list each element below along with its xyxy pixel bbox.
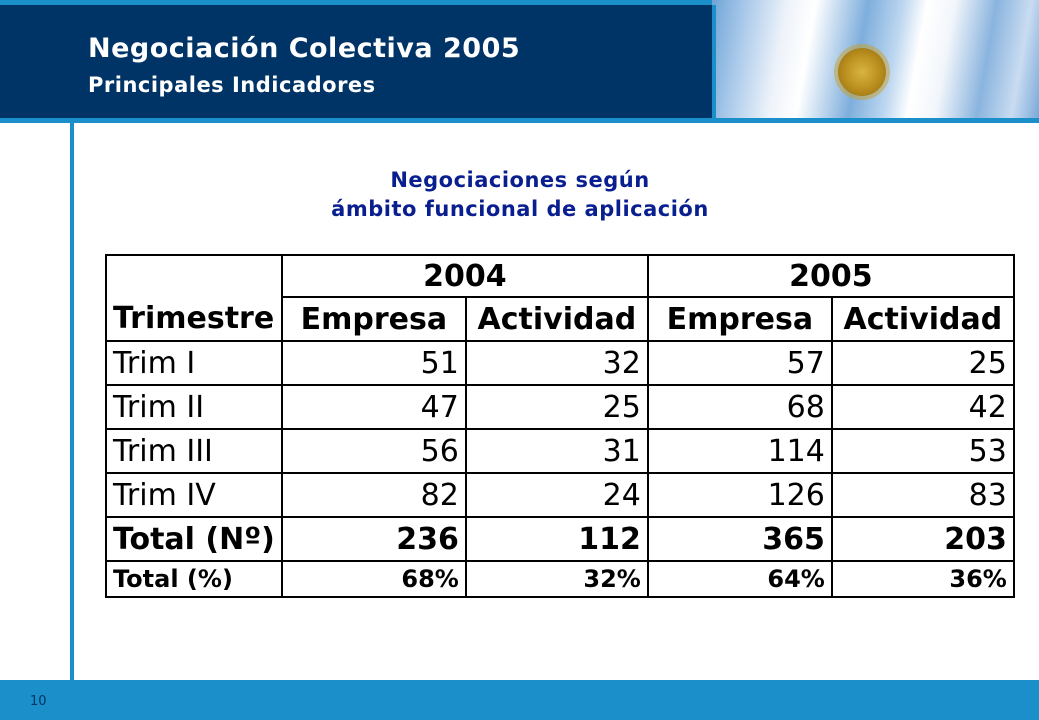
table-cell: 68%: [282, 561, 466, 597]
row-label: Trim II: [106, 385, 282, 429]
negotiations-table: [105, 254, 1015, 598]
header-bar: [0, 5, 712, 118]
table-cell: 114: [648, 429, 832, 473]
table-row: [106, 473, 1014, 517]
table-row: [106, 385, 1014, 429]
row-label: Total (%): [106, 561, 282, 597]
table-cell: 68: [648, 385, 832, 429]
table-cell: 203: [832, 517, 1014, 561]
actividad-2004-header: Actividad: [466, 297, 648, 341]
row-label: Trim III: [106, 429, 282, 473]
header-subtitle: Principales Indicadores: [88, 73, 376, 97]
table-cell: 236: [282, 517, 466, 561]
table-row: [106, 429, 1014, 473]
trimestre-header: Trimestre: [106, 297, 282, 341]
table-cell: 25: [832, 341, 1014, 385]
table-header-row: [106, 297, 1014, 341]
slide-heading: [240, 166, 800, 224]
slide-heading-line1: Negociaciones según: [390, 168, 650, 192]
slide-heading-line2: ámbito funcional de aplicación: [331, 197, 709, 221]
header-title: Negociación Colectiva 2005: [88, 33, 521, 64]
row-label: Total (Nº): [106, 517, 282, 561]
footer-bar: [0, 680, 1039, 720]
table-row: [106, 341, 1014, 385]
total-percent-row: [106, 561, 1014, 597]
table-cell: 31: [466, 429, 648, 473]
table-cell: 32: [466, 341, 648, 385]
row-label: Trim IV: [106, 473, 282, 517]
sun-of-may-icon: [838, 48, 886, 96]
page-number: 10: [30, 694, 47, 709]
table-cell: 53: [832, 429, 1014, 473]
total-count-row: [106, 517, 1014, 561]
year-header-2004: 2004: [282, 255, 648, 297]
table-year-row: [106, 255, 1014, 297]
actividad-2005-header: Actividad: [832, 297, 1014, 341]
table-cell: 32%: [466, 561, 648, 597]
table-cell: 36%: [832, 561, 1014, 597]
header-underline: [0, 118, 1039, 123]
table-cell: 51: [282, 341, 466, 385]
empresa-2005-header: Empresa: [648, 297, 832, 341]
left-accent-line: [70, 123, 74, 680]
table-cell: 56: [282, 429, 466, 473]
table-cell: 82: [282, 473, 466, 517]
table-cell: 64%: [648, 561, 832, 597]
table-cell: 24: [466, 473, 648, 517]
table-corner-cell: [106, 255, 282, 297]
row-label: Trim I: [106, 341, 282, 385]
table-cell: 57: [648, 341, 832, 385]
table-cell: 365: [648, 517, 832, 561]
table-cell: 112: [466, 517, 648, 561]
table-cell: 47: [282, 385, 466, 429]
table-cell: 25: [466, 385, 648, 429]
header-divider: [712, 5, 716, 118]
empresa-2004-header: Empresa: [282, 297, 466, 341]
table-cell: 126: [648, 473, 832, 517]
year-header-2005: 2005: [648, 255, 1014, 297]
table-cell: 42: [832, 385, 1014, 429]
table-cell: 83: [832, 473, 1014, 517]
